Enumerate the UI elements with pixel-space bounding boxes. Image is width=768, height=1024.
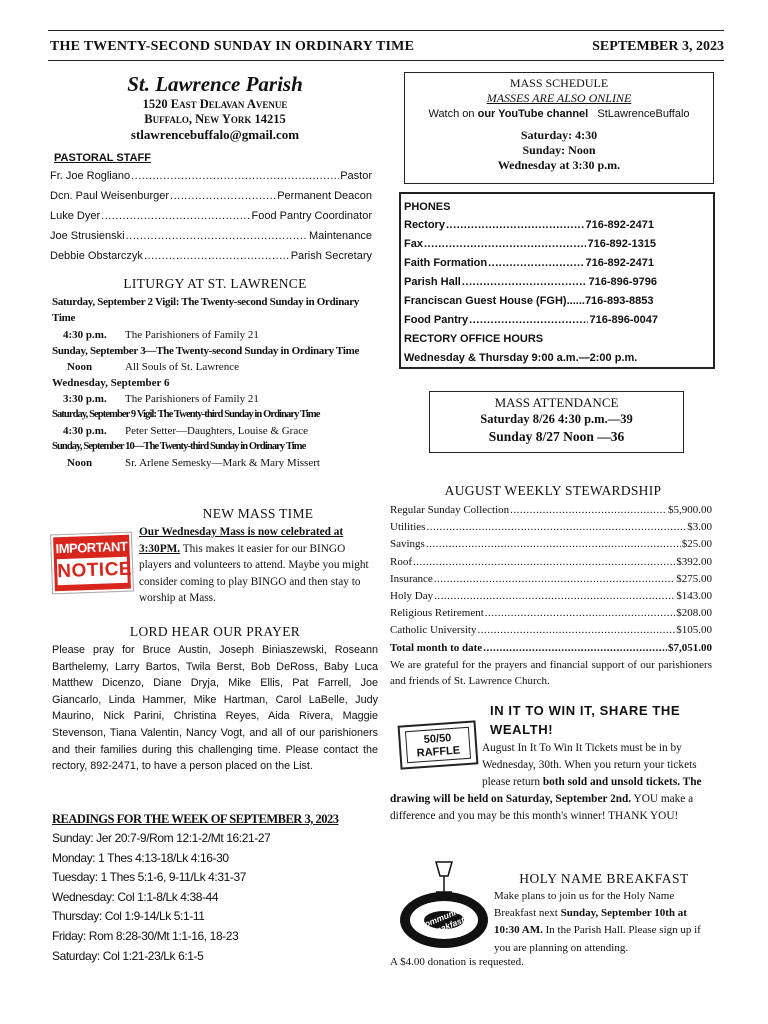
stewardship-row: [390, 605, 712, 622]
parish-email[interactable]: stlawrencebuffalo@gmail.com: [130, 127, 300, 142]
fund-amount: $143.00: [676, 590, 712, 603]
phone-number[interactable]: 716-892-2471: [585, 219, 654, 231]
staff-name: Joe Strusienski: [50, 230, 125, 242]
raffle-body2: YOU make a difference and you may be this month's winner! THANK YOU!: [390, 792, 694, 822]
phone-name: Food Pantry: [404, 314, 469, 326]
readings-heading: READINGS FOR THE WEEK OF SEPTEMBER 3, 2023: [52, 812, 339, 826]
phone-row: [404, 273, 657, 292]
staff-row: [50, 170, 372, 190]
fund-amount: $5,900.00: [668, 504, 712, 516]
schedule-time: Wednesday at 3:30 p.m.: [497, 158, 621, 172]
watch-prefix: Watch on: [428, 108, 478, 120]
liturgy-heading: LITURGY AT ST. LAWRENCE: [123, 276, 307, 291]
raffle-heading-line1: IN IT TO WIN IT, SHARE THE: [490, 703, 681, 718]
reading-item: Sunday: Jer 20:7-9/Rom 12:1-2/Mt 16:21-27: [52, 831, 271, 845]
reading-item: Wednesday: Col 1:1-8/Lk 4:38-44: [52, 889, 219, 904]
breakfast-text: [494, 888, 714, 957]
staff-row: [50, 190, 372, 210]
liturgy-list: [52, 294, 378, 471]
liturgy-mass: [52, 327, 378, 343]
header-right: SEPTEMBER 3, 2023: [592, 39, 724, 54]
stewardship-row: [390, 519, 712, 536]
office-hours: Wednesday & Thursday 9:00 a.m.—2:00 p.m.: [404, 352, 638, 364]
header-rule: [48, 60, 724, 61]
fund-amount: $208.00: [676, 607, 712, 620]
prayer-text: Please pray for Bruce Austin, Joseph Biniaszewski, Roseann Barthelemy, Larry Bartos, Twila Berst, Bob DeRoss, Baby Luca Matthew Dicenzo, Diane Dryja, Mike Ellis, Pat Farrell, Joe Giancarlo, Linda Hammer, Mike Hartman, Carol LaBelle, Judy Maurino, Nick Parini, Christina Reyes, Aida Rivera, Maggie Stevenson, Tiana Valentin, Nancy Vogt, and all of our parishioners and their families during this challenging time. Please contact the rectory, 892-2471, to have a person placed on the List.: [52, 644, 378, 773]
raffle-bold: both sold and unsold tickets. The drawing will be held on Saturday, September 2nd.: [390, 775, 702, 805]
mass-intention: Sr. Arlene Semesky—Mark & Mary Missert: [125, 457, 320, 469]
phone-number[interactable]: 716-896-9796: [588, 276, 657, 288]
phone-number[interactable]: 716-892-1315: [587, 238, 656, 250]
mass-intention: All Souls of St. Lawrence: [125, 361, 239, 373]
fund-amount: $105.00: [676, 624, 712, 637]
liturgy-day: Saturday, September 9 Vigil: The Twenty-third Sunday in Ordinary Time: [52, 409, 320, 420]
stewardship-heading: AUGUST WEEKLY STEWARDSHIP: [444, 483, 662, 498]
staff-role: Pastor: [340, 170, 372, 182]
attendance-saturday: Saturday 8/26 4:30 p.m.—39: [480, 412, 633, 426]
reading-item: Friday: Rom 8:28-30/Mt 1:1-16, 18-23: [52, 928, 239, 943]
reading-item: Monday: 1 Thes 4:13-18/Lk 4:16-30: [52, 850, 229, 865]
parish-name: St. Lawrence Parish: [127, 72, 303, 96]
mass-intention: The Parishioners of Family 21: [125, 329, 259, 341]
top-rule: [48, 30, 724, 31]
staff-row: [50, 250, 372, 270]
liturgy-day: Wednesday, September 6: [52, 377, 170, 389]
phone-row: [404, 254, 654, 273]
youtube-channel-name[interactable]: StLawrenceBuffalo: [597, 108, 690, 120]
staff-list: [50, 170, 372, 270]
phones-heading: PHONES: [404, 201, 451, 213]
fund-label: Regular Sunday Collection: [390, 504, 510, 516]
mass-time: 4:30 p.m.: [63, 329, 107, 341]
stewardship-row: [390, 502, 712, 519]
phone-row: [404, 292, 710, 311]
parish-address2: Buffalo, New York 14215: [144, 112, 286, 126]
raffle-heading-line2: WEALTH!: [490, 722, 554, 737]
office-hours-heading: RECTORY OFFICE HOURS: [404, 333, 544, 345]
raffle-heading: [490, 701, 680, 739]
schedule-time: Sunday: Noon: [522, 143, 596, 157]
notice-line2: NOTICE: [57, 557, 128, 585]
liturgy-day: Sunday, September 10—The Twenty-third Sunday in Ordinary Time: [52, 441, 306, 452]
fund-label: Insurance: [390, 572, 433, 585]
liturgy-mass: [52, 455, 378, 471]
phone-name: Rectory: [404, 219, 445, 231]
phone-number[interactable]: 716-896-0047: [589, 314, 658, 326]
stewardship-total: [390, 640, 712, 657]
liturgy-mass: [52, 359, 378, 375]
phone-name: Fax: [404, 238, 423, 250]
total-amount: $7,051.00: [668, 641, 712, 654]
total-label: Total month to date: [390, 641, 483, 654]
mass-intention: Peter Setter—Daughters, Louise & Grace: [125, 425, 308, 437]
raffle-ticket-line1: 50/50: [423, 732, 452, 746]
fund-amount: $392.00: [676, 555, 712, 568]
stewardship-note: We are grateful for the prayers and financial support of our parishioners and friends of St. Lawrence Church.: [390, 658, 712, 688]
schedule-time: Saturday: 4:30: [520, 128, 598, 142]
phones-box: [399, 192, 715, 369]
staff-name: Luke Dyer: [50, 210, 101, 222]
staff-heading: PASTORAL STAFF: [54, 152, 151, 164]
reading-item: Thursday: Col 1:9-14/Lk 5:1-11: [52, 909, 205, 924]
fund-label: Catholic University: [390, 624, 477, 637]
stewardship-row: [390, 536, 712, 553]
mass-time: Noon: [67, 457, 93, 469]
attendance-sunday: Sunday 8/27 Noon —36: [488, 429, 625, 444]
staff-name: Debbie Obstarczyk: [50, 250, 143, 262]
raffle-body1: August In It To Win It Tickets must be in by Wednesday, 30th. When you return your tickets please return: [482, 742, 697, 788]
readings-list: [52, 829, 378, 966]
header-left: THE TWENTY-SECOND SUNDAY IN ORDINARY TIME: [50, 39, 415, 54]
fund-amount: $25.00: [681, 538, 712, 551]
mass-intention: The Parishioners of Family 21: [125, 393, 259, 405]
breakfast-badge-text: Communion Breakfast: [417, 903, 467, 939]
communion-breakfast-icon: [398, 858, 490, 956]
new-mass-body: This makes it easier for our BINGO players and volunteers to attend. Maybe you might consider coming to play BINGO and then stay to worship at Mass.: [139, 542, 369, 604]
phone-row: [404, 311, 658, 330]
liturgy-day: Saturday, September 2 Vigil: The Twenty-second Sunday in Ordinary Time: [52, 296, 359, 324]
staff-role: Maintenance: [309, 230, 372, 242]
fund-label: Religious Retirement: [390, 607, 484, 620]
attendance-box: [429, 391, 684, 453]
stewardship-row: [390, 588, 712, 605]
raffle-ticket-line2: RAFFLE: [416, 744, 461, 760]
staff-role: Permanent Deacon: [277, 190, 372, 202]
reading-item: Tuesday: 1 Thes 5:1-6, 9-11/Lk 4:31-37: [52, 870, 247, 885]
watch-line: [405, 105, 713, 123]
new-mass-text: [139, 524, 377, 607]
liturgy-day: Sunday, September 3—The Twenty-second Sunday in Ordinary Time: [52, 345, 360, 357]
staff-role: Parish Secretary: [290, 250, 372, 262]
breakfast-donation: A $4.00 donation is requested.: [390, 956, 524, 968]
phone-name: Franciscan Guest House (FGH)......: [404, 295, 585, 307]
liturgy-mass: [52, 391, 378, 407]
fund-label: Utilities: [390, 521, 426, 534]
youtube-channel-link[interactable]: our YouTube channel: [477, 108, 589, 120]
phone-number[interactable]: 716-892-2471: [585, 257, 654, 269]
mass-schedule-box: [404, 72, 714, 184]
phone-name: Parish Hall: [404, 276, 461, 288]
reading-item: Saturday: Col 1:21-23/Lk 6:1-5: [52, 948, 204, 963]
fund-label: Holy Day: [390, 590, 434, 603]
mass-time: 3:30 p.m.: [63, 393, 107, 405]
mass-time: Noon: [67, 361, 93, 373]
raffle-text: [390, 740, 714, 825]
stewardship-row: [390, 571, 712, 588]
fund-amount: $275.00: [676, 572, 712, 585]
new-mass-bold: Our Wednesday Mass is now celebrated at 3:30PM.: [139, 526, 344, 555]
new-mass-heading: NEW MASS TIME: [202, 506, 314, 521]
staff-name: Dcn. Paul Weisenburger: [50, 190, 170, 202]
staff-row: [50, 210, 372, 230]
breakfast-bold: Sunday, September 10th at 10:30 AM.: [494, 907, 687, 937]
important-notice-icon: [51, 533, 133, 594]
phone-number[interactable]: 716-893-8853: [584, 295, 654, 307]
fund-label: Roof: [390, 555, 412, 568]
stewardship-row: [390, 554, 712, 571]
prayer-heading: LORD HEAR OUR PRAYER: [129, 624, 301, 639]
fund-label: Savings: [390, 538, 425, 551]
staff-role: Food Pantry Coordinator: [251, 210, 372, 222]
mass-time: 4:30 p.m.: [63, 425, 107, 437]
breakfast-body1: Make plans to join us for the Holy Name Breakfast next: [494, 890, 675, 920]
staff-name: Fr. Joe Rogliano: [50, 170, 131, 182]
liturgy-mass: [52, 423, 378, 439]
attendance-heading: MASS ATTENDANCE: [494, 395, 619, 410]
parish-block: [50, 71, 380, 143]
mass-schedule-heading: MASS SCHEDULE: [509, 76, 609, 90]
phone-row: [404, 235, 656, 254]
stewardship-list: [390, 502, 712, 690]
phone-name: Faith Formation: [404, 257, 488, 269]
staff-row: [50, 230, 372, 250]
phone-row: [404, 216, 654, 235]
breakfast-body2: In the Parish Hall. Please sign up if you are planning on attending.: [494, 924, 701, 954]
online-notice: MASSES ARE ALSO ONLINE: [486, 91, 632, 105]
stewardship-row: [390, 622, 712, 639]
parish-address1: 1520 East Delavan Avenue: [142, 97, 288, 111]
fund-amount: $3.00: [687, 521, 712, 534]
breakfast-heading: HOLY NAME BREAKFAST: [519, 871, 689, 886]
notice-line1: IMPORTANT: [55, 538, 128, 557]
